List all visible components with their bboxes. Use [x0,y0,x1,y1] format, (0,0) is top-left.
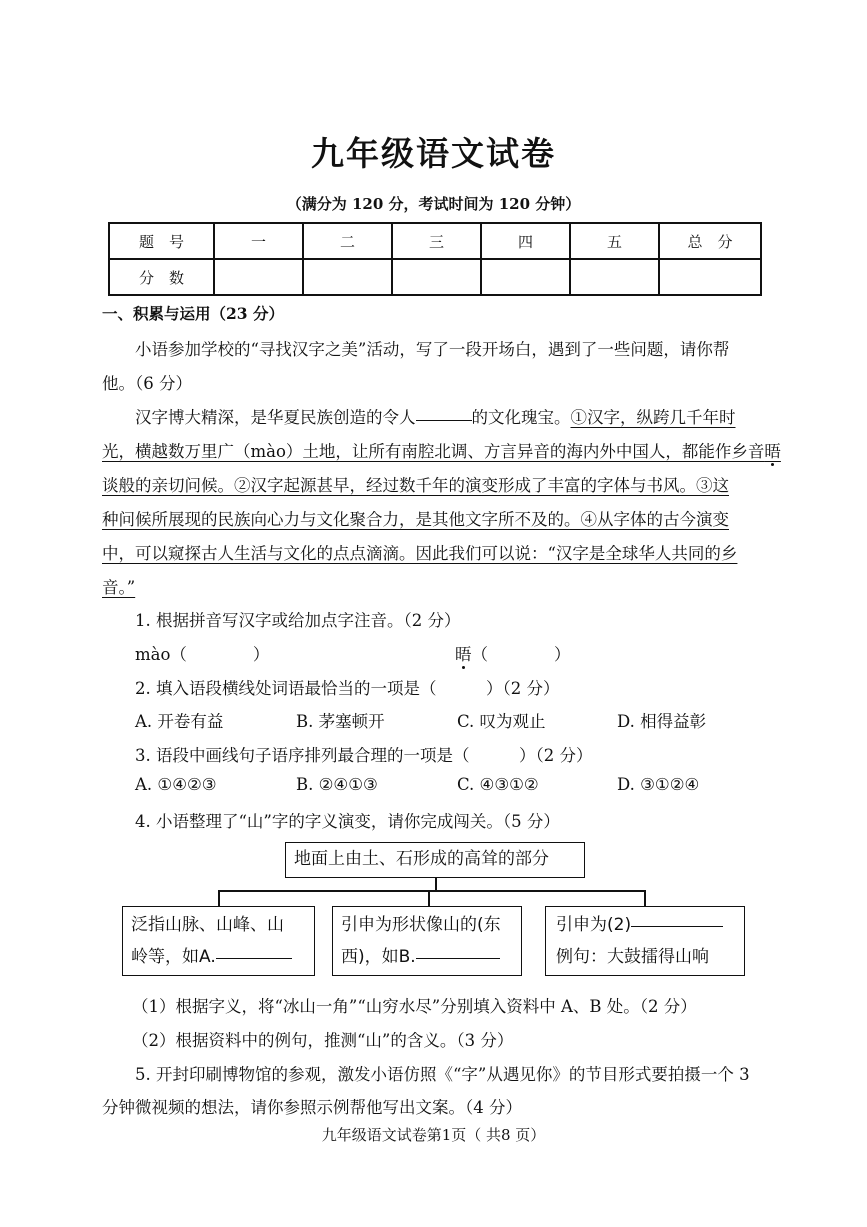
score-table-score-row [109,259,761,295]
passage-line-4: 种问候所展现的民族向心力与文化聚合力，是其他文字所不及的。④从字体的古今演变 [102,510,729,529]
passage-line-2 [102,438,781,462]
passage-text: 的文化瑰宝。 [471,408,571,427]
score-input-cell[interactable] [392,259,481,295]
diagram-text: 泛指山脉、山峰、山 [131,915,284,935]
intro-line: 他。（6 分） [102,374,192,393]
table-cell: 题 号 [109,223,214,259]
diagram-text: 引申为形状像山的(东 [341,915,501,935]
answer-blank-2[interactable] [631,925,723,927]
option-b[interactable]: B. ②④①③ [296,775,378,794]
question-1: 1. 根据拼音写汉字或给加点字注音。（2 分） [135,611,461,630]
exam-subtitle: （满分为 120 分，考试时间为 120 分钟） [286,195,581,213]
diagram-text: 西)，如B. [341,947,416,967]
passage-line-3 [102,472,729,496]
table-cell: 总 分 [659,223,761,259]
diagram-text: 岭等，如A. [131,947,216,967]
passage-line-6: 音。” [102,578,136,597]
diagram-text: 例句：大鼓擂得山响 [556,947,709,967]
dotted-character: 晤 [455,645,472,664]
diagram-top-box [285,842,585,878]
underlined-sentence: 谈般的亲切问候。 [102,476,234,495]
page-footer: 九年级语文试卷第1页（ 共8 页） [321,1126,546,1144]
underlined-sentence: ①汉字，纵跨几千年时 [570,408,736,427]
table-cell: 一 [214,223,303,259]
option-d[interactable]: D. 相得益彰 [617,712,707,731]
option-c[interactable]: C. 叹为观止 [457,712,546,731]
underlined-sentence: ②汉字起源甚早，经过数千年的演变形成了丰富的字体与书风。 [234,476,696,495]
answer-blank-b[interactable] [416,957,500,959]
answer-wu[interactable] [455,641,571,665]
connector-line [428,890,430,906]
score-input-cell[interactable] [659,259,761,295]
answer-mao[interactable]: mào（ ） [135,645,270,664]
diagram-text-line [131,941,314,973]
diagram-text-line [341,941,521,973]
section-heading: 一、积累与运用（23 分） [102,304,284,323]
diagram-text: 地面上由土、石形成的高耸的部分 [294,849,549,869]
option-d[interactable]: D. ③①②④ [617,775,700,794]
diagram-middle-box [332,906,522,976]
table-cell: 二 [303,223,392,259]
option-c[interactable]: C. ④③①② [457,775,539,794]
question-4: 4. 小语整理了“山”字的字义演变，请你完成闯关。（5 分） [135,812,560,831]
connector-line [218,890,220,906]
diagram-text-line [556,909,744,941]
diagram-left-box [122,906,315,976]
exam-title: 九年级语文试卷 [311,134,556,173]
passage-text: 光，横越数万里广（mào）土地，让所有南腔北调、方言异音的海内外中国人，都能作乡音 [102,442,765,461]
diagram-right-box [545,906,745,976]
diagram-text: 引申为(2) [556,915,632,935]
underlined-sentence: ③这 [696,476,729,495]
question-4-2: （2）根据资料中的例句，推测“山”的含义。（3 分） [132,1031,514,1050]
passage-line-5: 中，可以窥探古人生活与文化的点点滴滴。因此我们可以说：“汉字是全球华人共同的乡 [102,544,738,563]
score-input-cell[interactable] [214,259,303,295]
answer-blank-a[interactable] [216,957,292,959]
table-cell: 分 数 [109,259,214,295]
passage-line-1 [135,404,736,428]
table-cell: 四 [481,223,570,259]
question-2: 2. 填入语段横线处词语最恰当的一项是（ ）（2 分） [135,679,560,698]
score-input-cell[interactable] [570,259,659,295]
option-a[interactable]: A. 开卷有益 [135,712,224,731]
option-b[interactable]: B. 茅塞顿开 [296,712,385,731]
dotted-character: 晤 [764,442,781,461]
connector-line [644,890,646,906]
table-cell: 五 [570,223,659,259]
option-a[interactable]: A. ①④②③ [135,775,217,794]
answer-bracket: （ ） [471,645,571,664]
passage-text: 汉字博大精深，是华夏民族创造的令人 [135,408,416,427]
score-input-cell[interactable] [481,259,570,295]
question-3: 3. 语段中画线句子语序排列最合理的一项是（ ）（2 分） [135,746,593,765]
connector-line [218,890,645,892]
question-5: 5. 开封印刷博物馆的参观，激发小语仿照《“字”从遇见你》的节目形式要拍摄一个 3 [135,1065,750,1084]
score-input-cell[interactable] [303,259,392,295]
score-table-header-row [109,223,761,259]
table-cell: 三 [392,223,481,259]
fill-blank[interactable] [416,419,472,421]
question-5-cont: 分钟微视频的想法，请你参照示例帮他写出文案。（4 分） [102,1098,522,1117]
score-table [108,222,762,296]
intro-line: 小语参加学校的“寻找汉字之美”活动，写了一段开场白，遇到了一些问题，请你帮 [135,340,730,359]
question-4-1: （1）根据字义，将“冰山一角”“山穷水尽”分别填入资料中 A、B 处。（2 分） [132,997,697,1016]
